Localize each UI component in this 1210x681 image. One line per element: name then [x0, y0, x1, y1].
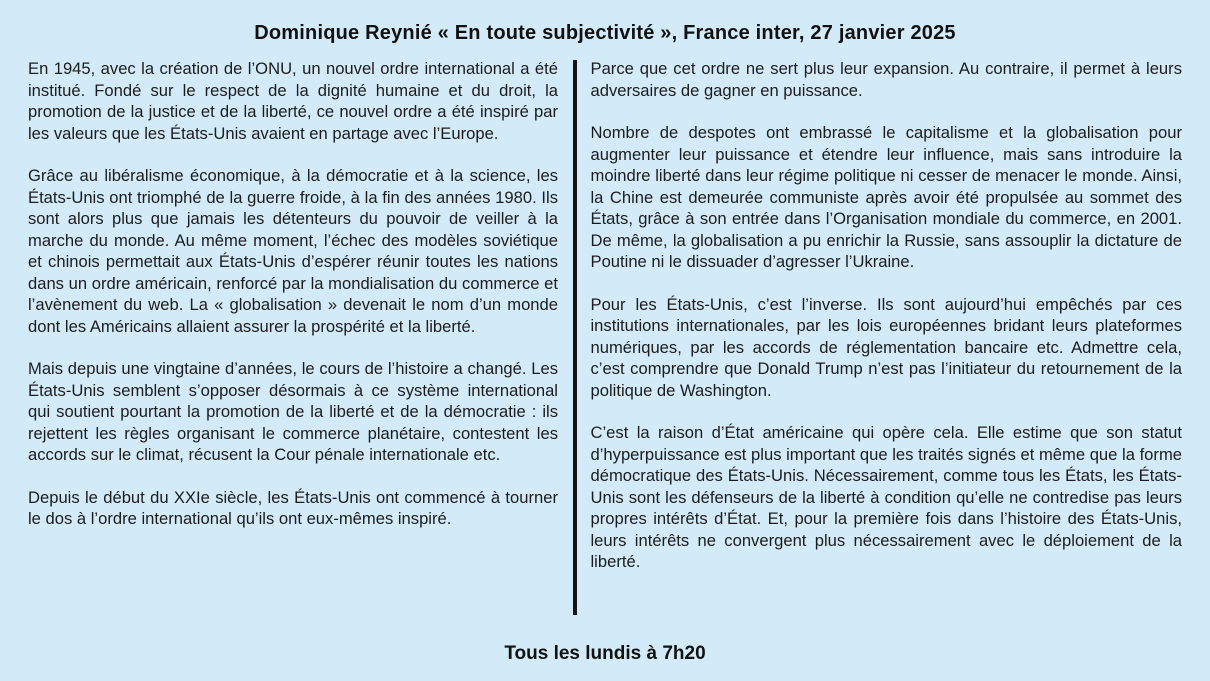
- paragraph: En 1945, avec la création de l’ONU, un nouvel ordre international a été institué. Fondé sur le respect de la dignité humaine et du droit, la promotion de la justice et de la liberté, ce nouvel ordre a été inspiré par les valeurs que les États-Unis avaient en partage avec l’Europe.: [28, 59, 558, 143]
- right-column: [591, 58, 1183, 641]
- paragraph: C’est la raison d’État américaine qui opère cela. Elle estime que son statut d’hyperpuissance est plus important que les traités signés et même que la forme démocratique des États-Unis. Nécessairement, comme tous les États, les États-Unis sont les défenseurs de la liberté à condition qu’elle ne contredise pas leurs propres intérêts d’État. Et, pour la première fois dans l’histoire des États-Unis, leurs intérêts ne convergent plus nécessairement avec le déploiement de la liberté.: [590, 423, 1182, 571]
- paragraph: Grâce au libéralisme économique, à la démocratie et à la science, les États-Unis ont triomphé de la guerre froide, à la fin des années 1980. Ils sont alors plus que jamais les détenteurs du pouvoir de veiller à la marche du monde. Au même moment, l’échec des modèles soviétique et chinois permettait aux États-Unis d’espérer réunir toutes les nations dans un ordre américain, renforcé par la mondialisation du commerce et l’avènement du web. La « globalisation » devenait le nom d’un monde dont les Américains allaient assurer la prospérité et la liberté.: [28, 166, 558, 336]
- left-column: [28, 58, 558, 641]
- column-divider: [573, 60, 577, 615]
- paragraph: Depuis le début du XXIe siècle, les États-Unis ont commencé à tourner le dos à l’ordre international qu’ils ont eux-mêmes inspiré.: [28, 487, 558, 528]
- page-title: Dominique Reynié « En toute subjectivité », France inter, 27 janvier 2025: [254, 22, 956, 44]
- footer-schedule: Tous les lundis à 7h20: [504, 643, 706, 664]
- two-column-layout: [28, 58, 1182, 641]
- paragraph: Mais depuis une vingtaine d’années, le cours de l’histoire a changé. Les États-Unis semblent s’opposer désormais à ce système international qui soutient pourtant la promotion de la liberté et de la démocratie : ils rejettent les règles organisant le commerce planétaire, contestent les accords sur le climat, récusent la Cour pénale internationale etc.: [28, 359, 558, 464]
- paragraph: Pour les États-Unis, c’est l’inverse. Ils sont aujourd’hui empêchés par ces institutions internationales, par les lois européennes bridant leurs plateformes numériques, par les accords de réglementation bancaire etc. Admettre cela, c’est comprendre que Donald Trump n’est pas l’initiateur du retournement de la politique de Washington.: [590, 294, 1182, 400]
- paragraph: Parce que cet ordre ne sert plus leur expansion. Au contraire, il permet à leurs adversaires de gagner en puissance.: [590, 59, 1182, 100]
- paragraph: Nombre de despotes ont embrassé le capitalisme et la globalisation pour augmenter leur puissance et étendre leur influence, mais sans introduire la moindre liberté dans leur régime politique ni cesser de menacer le monde. Ainsi, la Chine est demeurée communiste après avoir été propulsée au sommet des États, grâce à son entrée dans l’Organisation mondiale du commerce, en 2001. De même, la globalisation a pu enrichir la Russie, sans assouplir la dictature de Poutine ni le dissuader d’agresser l’Ukraine.: [590, 123, 1182, 271]
